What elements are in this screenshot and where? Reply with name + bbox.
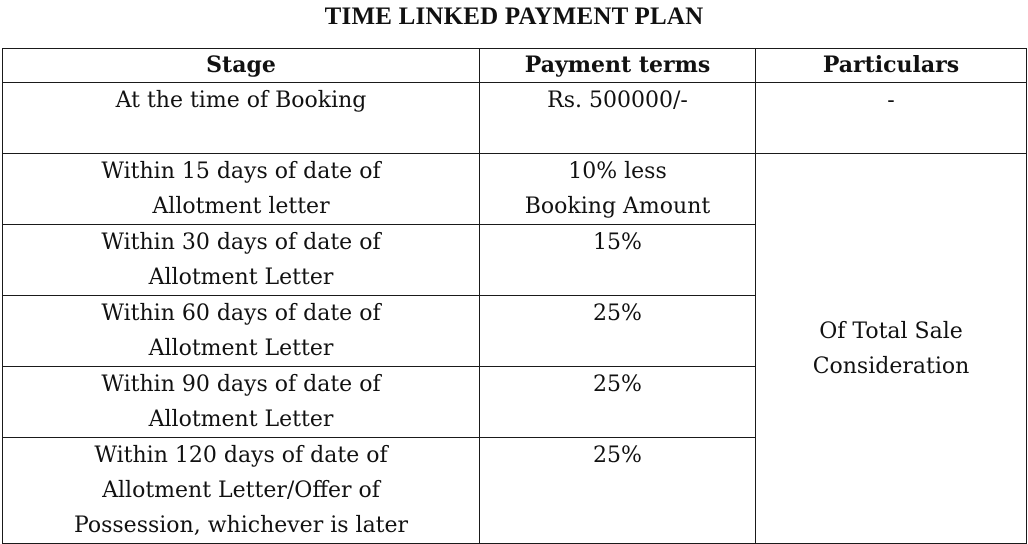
table-header-row xyxy=(3,49,1027,83)
particulars-merged-cell xyxy=(756,154,1027,544)
stage-cell xyxy=(3,367,480,438)
table-row xyxy=(3,154,1027,225)
payment-text: 25% xyxy=(593,301,642,326)
particulars-text: - xyxy=(887,88,895,113)
stage-cell xyxy=(3,225,480,296)
payment-text: Rs. 500000/- xyxy=(547,88,688,113)
column-header-stage: Stage xyxy=(3,49,480,83)
payment-cell xyxy=(480,154,756,225)
payment-cell xyxy=(480,83,756,154)
stage-text: At the time of Booking xyxy=(115,88,367,113)
payment-plan-table xyxy=(2,48,1027,544)
stage-text: Within 15 days of date of Allotment letter xyxy=(101,159,381,219)
payment-cell xyxy=(480,296,756,367)
stage-text: Within 30 days of date of Allotment Letter xyxy=(101,230,381,290)
stage-cell xyxy=(3,83,480,154)
table-row xyxy=(3,83,1027,154)
particulars-cell xyxy=(756,83,1027,154)
stage-cell xyxy=(3,438,480,544)
payment-cell xyxy=(480,438,756,544)
payment-cell xyxy=(480,367,756,438)
particulars-merged-text: Of Total Sale Consideration xyxy=(812,318,970,379)
stage-text: Within 120 days of date of Allotment Letter/Offer of Possession, whichever is later xyxy=(73,443,409,538)
column-header-payment-terms: Payment terms xyxy=(480,49,756,83)
stage-cell xyxy=(3,296,480,367)
payment-text: 25% xyxy=(593,443,642,468)
page-title: TIME LINKED PAYMENT PLAN xyxy=(324,3,704,30)
payment-text: 10% less Booking Amount xyxy=(524,159,711,219)
payment-text: 25% xyxy=(593,372,642,397)
stage-cell xyxy=(3,154,480,225)
column-header-particulars: Particulars xyxy=(756,49,1027,83)
payment-text: 15% xyxy=(593,230,642,255)
stage-text: Within 60 days of date of Allotment Letter xyxy=(101,301,381,361)
payment-cell xyxy=(480,225,756,296)
stage-text: Within 90 days of date of Allotment Letter xyxy=(101,372,381,432)
